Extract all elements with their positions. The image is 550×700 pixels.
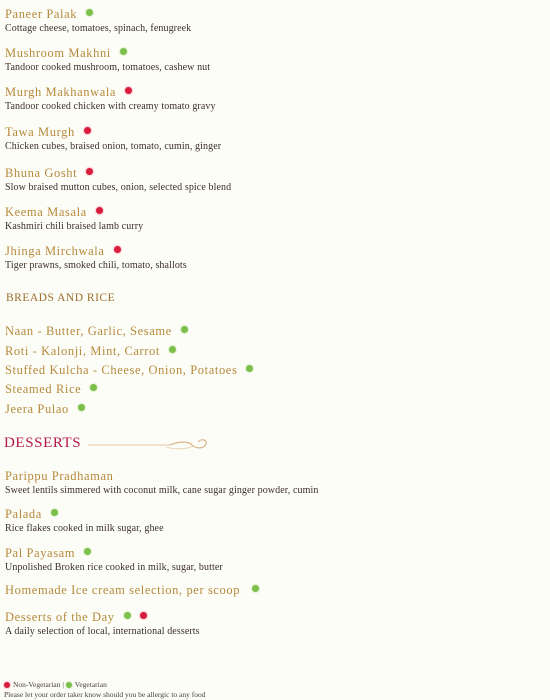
veg-marker-icon (51, 509, 58, 516)
menu-item-mushroom-makhni (5, 42, 210, 74)
item-name: Keema Masala (5, 205, 87, 219)
section-title-desserts: DESSERTS (4, 435, 82, 451)
veg-marker-icon (124, 612, 131, 619)
item-description: Tandoor cooked chicken with creamy tomato gravy (5, 101, 216, 112)
menu-item-tawa-murgh (5, 121, 221, 153)
veg-marker-icon (181, 326, 188, 333)
nonveg-marker-icon (114, 246, 121, 253)
item-name: Homemade Ice cream selection, per scoop (5, 583, 241, 597)
allergy-note: Please let your order taker know should you be allergic to any food (4, 690, 206, 699)
item-name: Mushroom Makhni (5, 46, 111, 60)
nonveg-marker-icon (86, 168, 93, 175)
item-name: Jhinga Mirchwala (5, 244, 105, 258)
menu-item-keema-masala (5, 201, 143, 233)
item-name: Tawa Murgh (5, 125, 75, 139)
item-name: Parippu Pradhaman (5, 469, 114, 483)
menu-item-jeera-pulao (5, 398, 85, 417)
item-name: Jeera Pulao (5, 402, 69, 416)
veg-marker-icon (246, 365, 253, 372)
veg-marker-icon (86, 9, 93, 16)
veg-marker-icon (66, 682, 72, 688)
nonveg-marker-icon (140, 612, 147, 619)
item-description: Kashmiri chili braised lamb curry (5, 221, 144, 232)
legend (4, 680, 107, 689)
menu-item-pal-payasam (5, 542, 223, 574)
menu-item-stuffed-kulcha (5, 359, 253, 378)
menu-item-naan (5, 320, 188, 339)
veg-marker-icon (252, 585, 259, 592)
menu-item-bhuna-gosht (5, 162, 231, 194)
item-description: A daily selection of local, international desserts (5, 626, 200, 637)
legend-separator: | (62, 680, 64, 689)
veg-marker-icon (90, 384, 97, 391)
veg-marker-icon (169, 346, 176, 353)
menu-item-steamed-rice (5, 378, 97, 397)
item-name: Roti - Kalonji, Mint, Carrot (5, 344, 160, 358)
item-name: Murgh Makhanwala (5, 85, 117, 99)
menu-item-ice-cream (5, 579, 259, 598)
menu-item-palada (5, 503, 164, 535)
item-description: Chicken cubes, braised onion, tomato, cumin, ginger (5, 141, 222, 152)
legend-veg-label: Vegetarian (74, 680, 107, 689)
nonveg-marker-icon (125, 87, 132, 94)
item-description: Tiger prawns, smoked chili, tomato, shallots (5, 260, 187, 271)
item-name: Stuffed Kulcha - Cheese, Onion, Potatoes (5, 363, 238, 377)
veg-marker-icon (84, 548, 91, 555)
item-description: Cottage cheese, tomatoes, spinach, fenugreek (5, 23, 192, 34)
item-description: Sweet lentils simmered with coconut milk, cane sugar ginger powder, cumin (5, 485, 319, 496)
item-name: Steamed Rice (5, 382, 82, 396)
menu-item-jhinga-mirchwala (5, 240, 187, 272)
item-description: Unpolished Broken rice cooked in milk, sugar, butter (5, 562, 223, 573)
menu-item-murgh-makhanwala (5, 81, 216, 113)
item-name: Paneer Palak (5, 7, 78, 21)
veg-marker-icon (78, 404, 85, 411)
nonveg-marker-icon (84, 127, 91, 134)
veg-marker-icon (120, 48, 127, 55)
legend-nonveg-label: Non-Vegetarian (13, 680, 61, 689)
menu-item-roti (5, 340, 176, 359)
item-name: Desserts of the Day (5, 610, 115, 624)
menu-item-parippu-pradhaman (5, 465, 319, 497)
item-name: Naan - Butter, Garlic, Sesame (5, 324, 172, 338)
item-name: Palada (5, 507, 42, 521)
item-name: Pal Payasam (5, 546, 76, 560)
item-name: Bhuna Gosht (5, 166, 78, 180)
nonveg-marker-icon (4, 682, 10, 688)
nonveg-marker-icon (96, 207, 103, 214)
section-title-breads: BREADS AND RICE (6, 292, 116, 304)
item-description: Rice flakes cooked in milk sugar, ghee (5, 523, 164, 534)
item-description: Tandoor cooked mushroom, tomatoes, cashew nut (5, 62, 211, 73)
menu-item-paneer-palak (5, 3, 191, 35)
item-description: Slow braised mutton cubes, onion, selected spice blend (5, 182, 232, 193)
flourish-divider-icon (88, 437, 212, 455)
menu-item-desserts-of-the-day (5, 606, 200, 638)
